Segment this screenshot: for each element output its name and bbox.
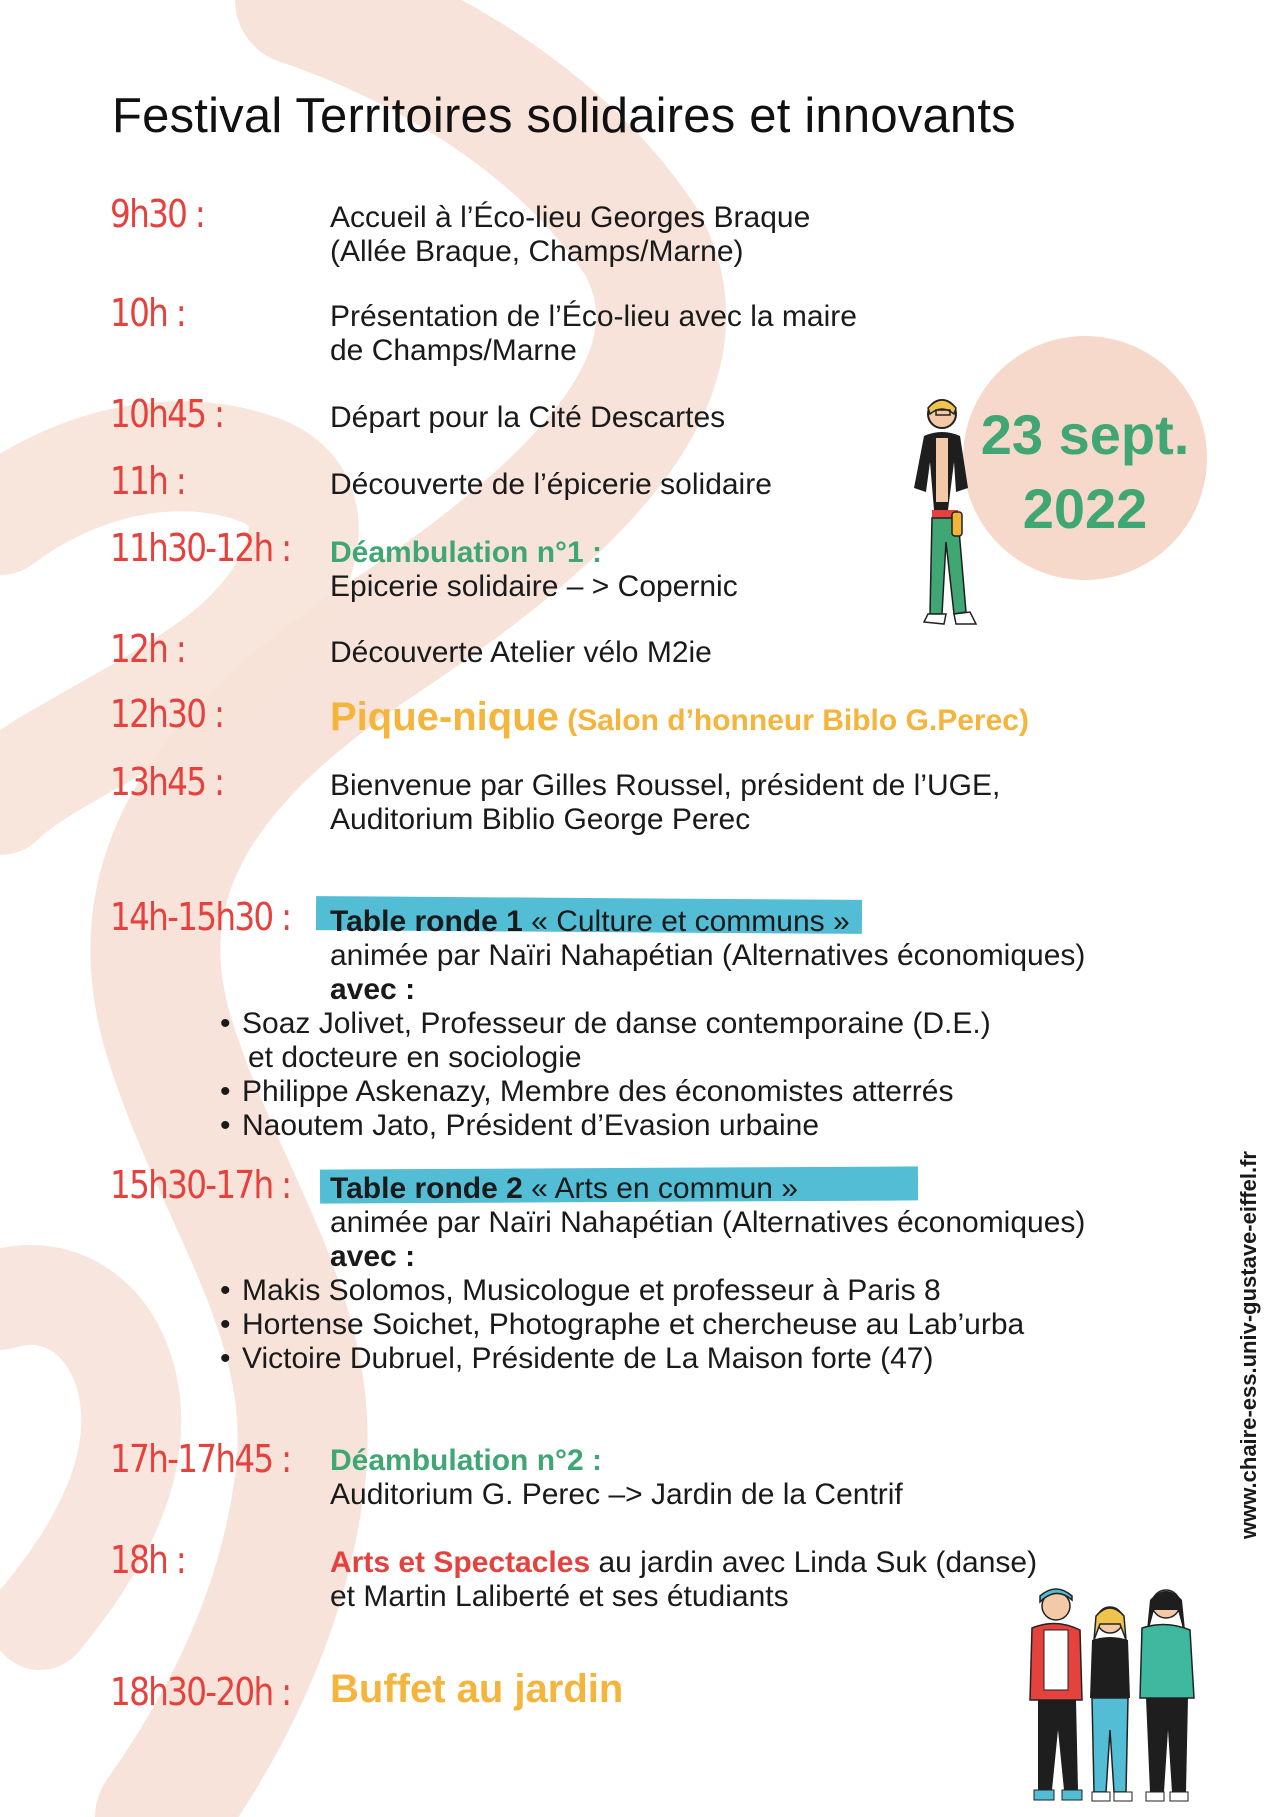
- schedule-item-table-ronde-2: [330, 1172, 1085, 1274]
- list-item-continuation: et docteure en sociologie: [248, 1041, 582, 1074]
- schedule-item-arts-spectacles: [330, 1546, 1037, 1614]
- event-date-year: 2022: [1022, 477, 1148, 540]
- event-date-day: 23 sept.: [980, 403, 1190, 466]
- bullet-icon: •: [220, 1075, 231, 1108]
- list-item: • Philippe Askenazy, Membre des économistes atterrés: [220, 1075, 954, 1108]
- time-13h45: 13h45 :: [110, 760, 224, 804]
- list-item: • Makis Solomos, Musicologue et professeur à Paris 8: [220, 1274, 941, 1307]
- time-11h30-12h: 11h30-12h :: [110, 526, 291, 570]
- walking-woman-icon: [886, 392, 996, 630]
- schedule-item-bienvenue: [330, 769, 1000, 837]
- schedule-item-buffet: [330, 1666, 623, 1716]
- table-ronde-2-moderator: animée par Naïri Nahapétian (Alternatives économiques): [330, 1206, 1086, 1239]
- deambulation-2-route: Auditorium G. Perec –> Jardin de la Centrif: [330, 1478, 903, 1511]
- arts-spectacles-line1: au jardin avec Linda Suk (danse): [590, 1546, 1038, 1579]
- table-ronde-2-topic: « Arts en commun »: [531, 1172, 798, 1205]
- time-18h: 18h :: [110, 1538, 186, 1582]
- time-18h30-20h: 18h30-20h :: [110, 1670, 291, 1714]
- list-item: • Victoire Dubruel, Présidente de La Maison forte (47): [220, 1342, 934, 1375]
- table-ronde-1-topic: « Culture et communs »: [531, 905, 850, 938]
- list-item: • Soaz Jolivet, Professeur de danse contemporaine (D.E.): [220, 1007, 991, 1040]
- time-15h30-17h: 15h30-17h :: [110, 1163, 291, 1207]
- table-ronde-1-speakers: [218, 1007, 991, 1143]
- bullet-icon: •: [220, 1274, 231, 1307]
- time-10h: 10h :: [110, 291, 186, 335]
- schedule-item-epicerie: Découverte de l’épicerie solidaire: [330, 468, 772, 501]
- table-ronde-2-avec: avec :: [330, 1240, 416, 1273]
- deambulation-1-route: Epicerie solidaire – > Copernic: [330, 570, 738, 603]
- website-url[interactable]: www.chaire-ess.univ-gustave-eiffel.fr: [1236, 1151, 1261, 1539]
- schedule-item-depart: Départ pour la Cité Descartes: [330, 401, 726, 434]
- bienvenue-line2: Auditorium Biblio George Perec: [330, 803, 751, 836]
- list-item: • Naoutem Jato, Président d’Evasion urbaine: [220, 1109, 820, 1142]
- arts-spectacles-heading: Arts et Spectacles: [330, 1546, 591, 1579]
- three-people-icon: [1022, 1580, 1198, 1812]
- time-14h-15h30: 14h-15h30 :: [110, 895, 291, 939]
- time-12h: 12h :: [110, 627, 186, 671]
- pique-nique-location: (Salon d’honneur Biblo G.Perec): [567, 704, 1029, 737]
- time-11h: 11h :: [110, 459, 186, 503]
- buffet-heading: Buffet au jardin: [330, 1667, 624, 1711]
- bienvenue-line1: Bienvenue par Gilles Roussel, président de l’UGE,: [330, 769, 1001, 802]
- deambulation-1-heading: Déambulation n°1 :: [330, 536, 603, 569]
- list-item: • Hortense Soichet, Photographe et chercheuse au Lab’urba: [220, 1308, 1025, 1341]
- table-ronde-2-speakers: [218, 1274, 1024, 1376]
- schedule-item-presentation: [330, 300, 857, 368]
- page-title: Festival Territoires solidaires et innovants: [112, 89, 1016, 143]
- bullet-icon: •: [220, 1109, 231, 1142]
- deambulation-2-heading: Déambulation n°2 :: [330, 1444, 603, 1477]
- table-ronde-1-avec: avec :: [330, 973, 416, 1006]
- arts-spectacles-line2: et Martin Laliberté et ses étudiants: [330, 1580, 789, 1613]
- schedule-item-table-ronde-1: [330, 905, 1085, 1007]
- time-17h-17h45: 17h-17h45 :: [110, 1437, 291, 1481]
- schedule-item-accueil: [330, 201, 810, 269]
- table-ronde-1-moderator: animée par Naïri Nahapétian (Alternatives économiques): [330, 939, 1086, 972]
- bullet-icon: •: [220, 1007, 231, 1040]
- time-9h30: 9h30 :: [110, 192, 205, 236]
- schedule-item-deambulation-1: [330, 536, 738, 604]
- presentation-line2: de Champs/Marne: [330, 334, 577, 367]
- bullet-icon: •: [220, 1342, 231, 1375]
- bullet-icon: •: [220, 1308, 231, 1341]
- schedule-item-atelier-velo: Découverte Atelier vélo M2ie: [330, 636, 712, 669]
- table-ronde-1-heading: Table ronde 1: [330, 905, 523, 938]
- schedule-item-deambulation-2: [330, 1444, 903, 1512]
- table-ronde-2-heading: Table ronde 2: [330, 1172, 523, 1205]
- time-10h45: 10h45 :: [110, 392, 224, 436]
- time-12h30: 12h30 :: [110, 692, 224, 736]
- presentation-line1: Présentation de l’Éco-lieu avec la maire: [330, 300, 857, 333]
- accueil-line2: (Allée Braque, Champs/Marne): [330, 235, 744, 268]
- schedule-item-pique-nique: [330, 694, 1029, 744]
- accueil-line1: Accueil à l’Éco-lieu Georges Braque: [330, 201, 811, 234]
- event-date: [963, 398, 1207, 546]
- pique-nique-heading: Pique-nique: [330, 695, 559, 739]
